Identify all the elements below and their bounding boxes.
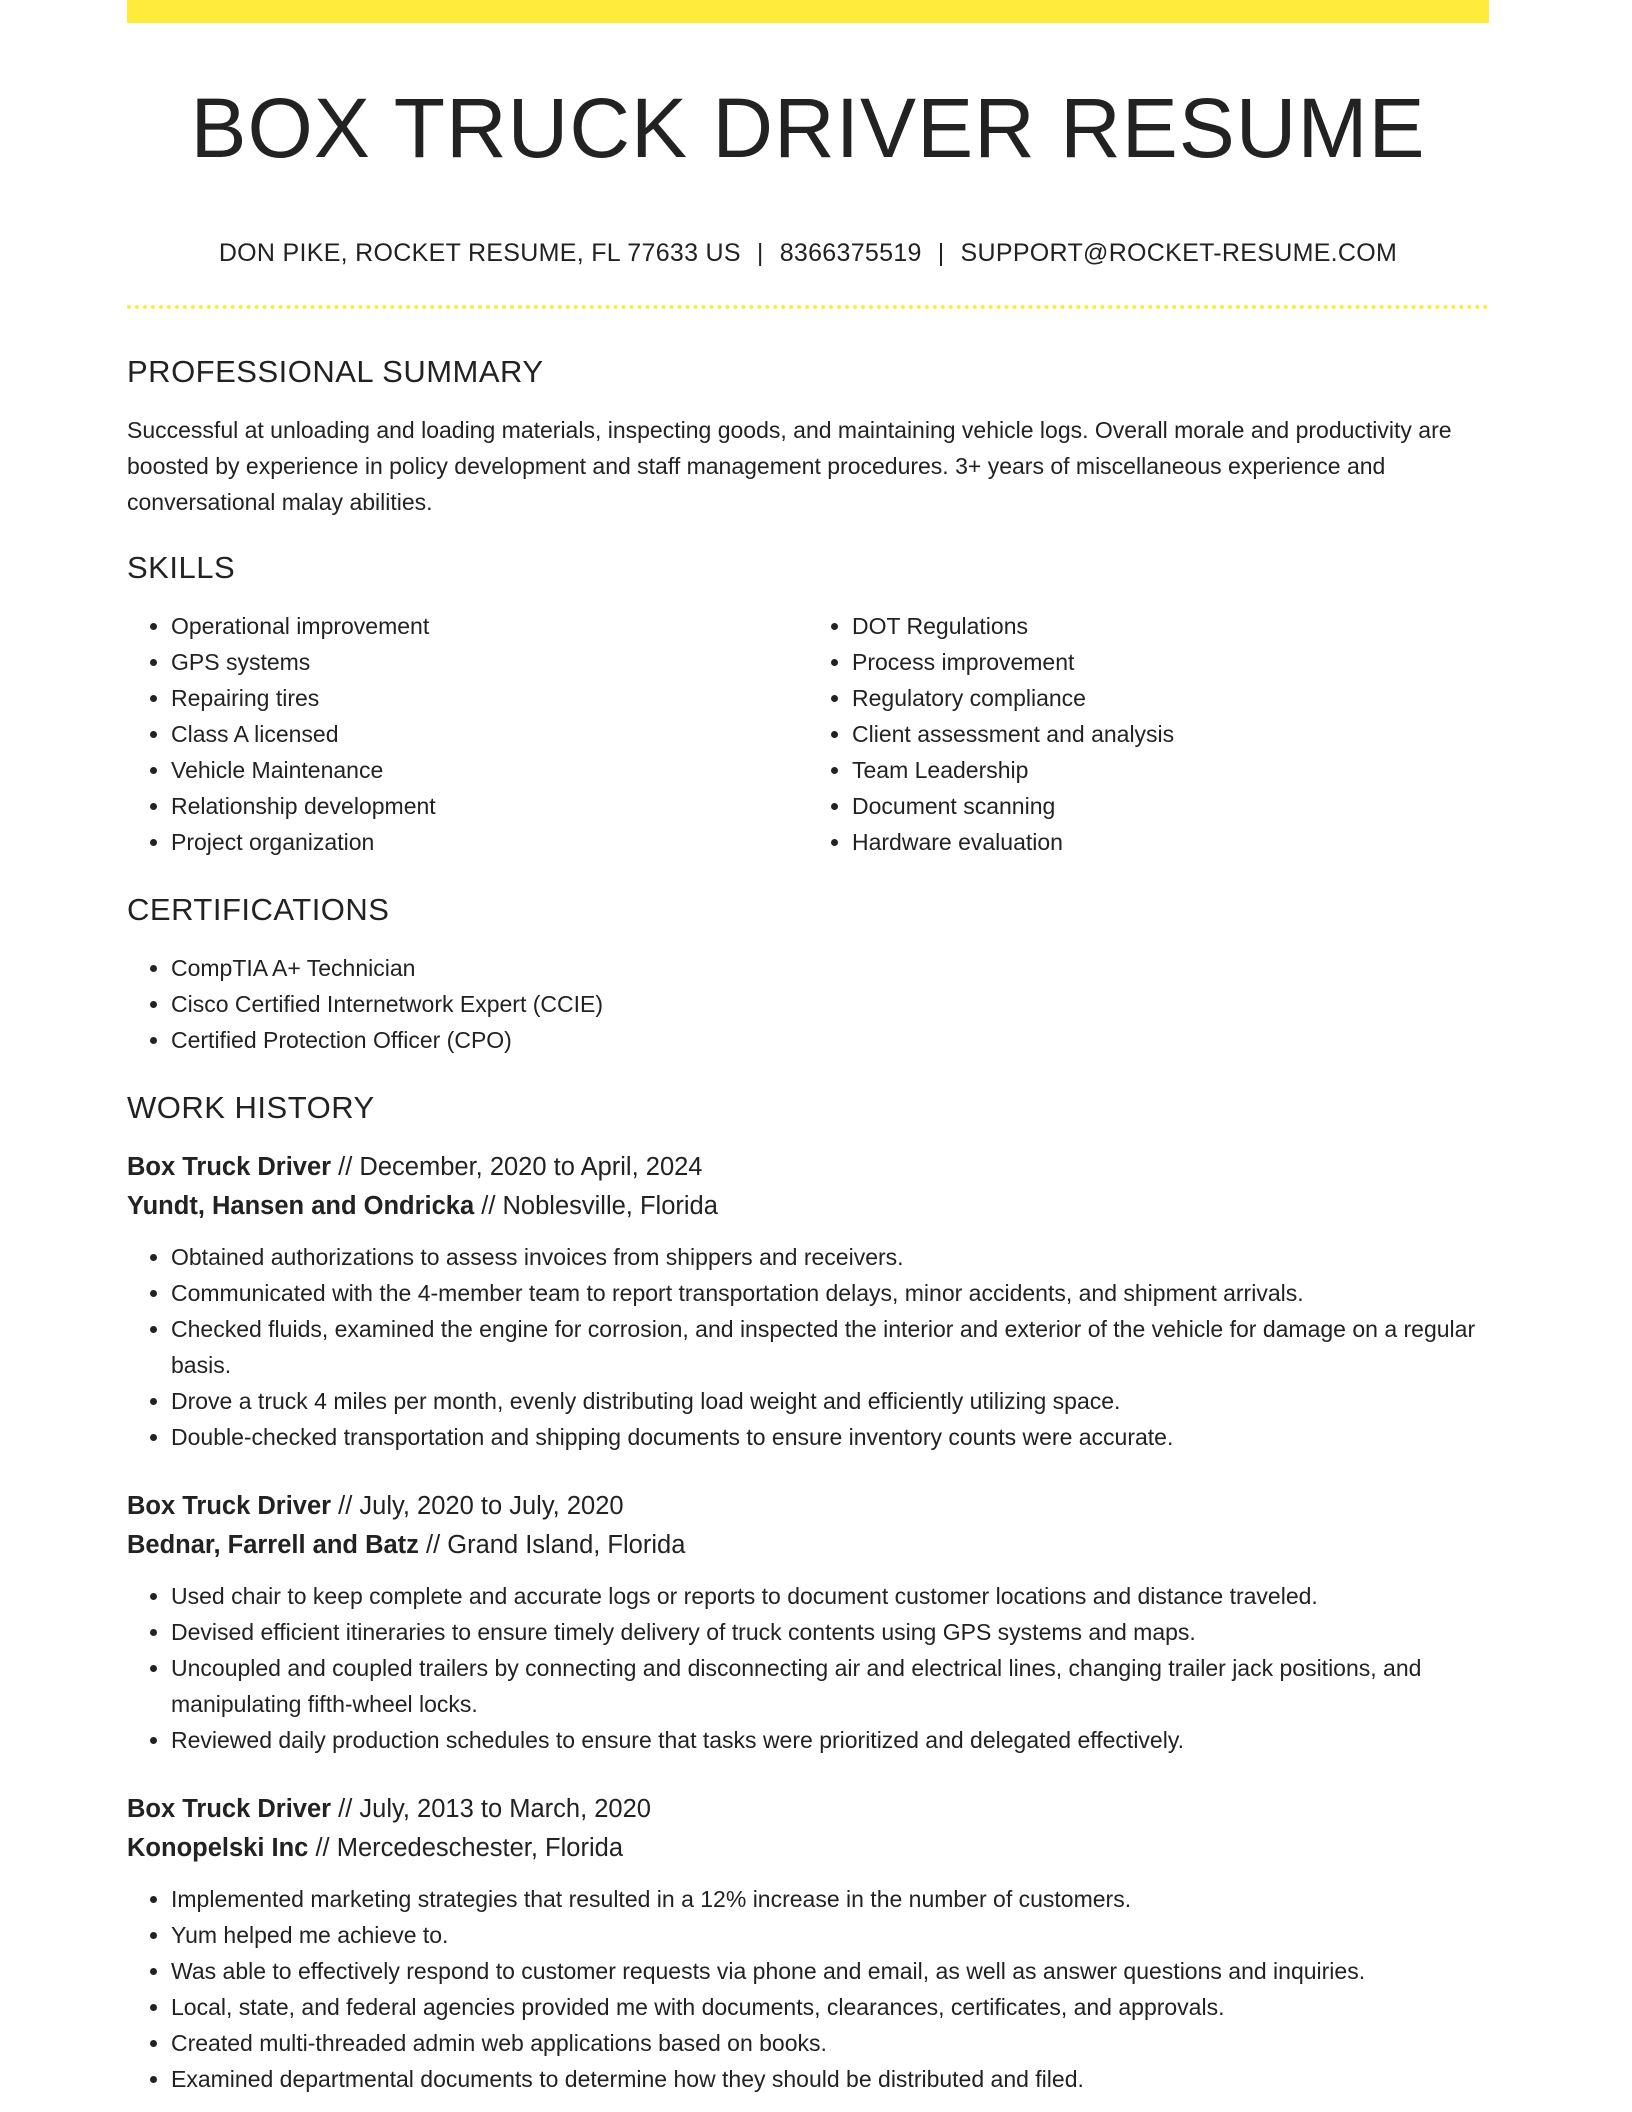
contact-email: SUPPORT@ROCKET-RESUME.COM: [960, 239, 1398, 267]
job-dates: // July, 2020 to July, 2020: [331, 1492, 624, 1520]
job-bullet: • Checked fluids, examined the engine for corrosion, and inspected the interior and exterior of the vehicle for damage on a regular basis.: [171, 1311, 1489, 1383]
contact-line: [127, 235, 1489, 271]
job-bullet: • Uncoupled and coupled trailers by connecting and disconnecting air and electrical lines, changing trailer jack positions, and manipulating fifth-wheel locks.: [171, 1650, 1489, 1722]
job-company: Yundt, Hansen and Ondricka: [127, 1191, 475, 1220]
certification-item: • Certified Protection Officer (CPO): [171, 1022, 1489, 1058]
job-dates: // December, 2020 to April, 2024: [331, 1153, 703, 1181]
job-bullet: • Implemented marketing strategies that resulted in a 12% increase in the number of customers.: [171, 1881, 1489, 1917]
job-title: Box Truck Driver: [127, 1153, 332, 1181]
skill-item: • Repairing tires: [171, 680, 808, 716]
job-bullet: • Reviewed daily production schedules to ensure that tasks were prioritized and delegated effectively.: [171, 1722, 1489, 1758]
summary-heading: PROFESSIONAL SUMMARY: [127, 354, 544, 389]
skill-item: • Vehicle Maintenance: [171, 752, 808, 788]
job-company: Bednar, Farrell and Batz: [127, 1530, 419, 1559]
job-bullets: [127, 1881, 1489, 2097]
job-bullets: [127, 1239, 1489, 1455]
contact-address: DON PIKE, ROCKET RESUME, FL 77633 US: [218, 239, 741, 267]
contact-separator: |: [756, 239, 764, 267]
skill-item: • Team Leadership: [852, 752, 1489, 788]
resume-title: BOX TRUCK DRIVER RESUME: [190, 81, 1426, 175]
job-bullet: • Obtained authorizations to assess invoices from shippers and receivers.: [171, 1239, 1489, 1275]
certifications-heading: CERTIFICATIONS: [127, 892, 390, 927]
skill-item: • DOT Regulations: [852, 608, 1489, 644]
job-title-line: [127, 1487, 1489, 1526]
job-entry: [127, 1790, 1489, 2097]
job-company: Konopelski Inc: [127, 1833, 309, 1862]
job-bullet: • Was able to effectively respond to customer requests via phone and email, as well as answer questions and inquiries.: [171, 1953, 1489, 1989]
work-history-heading: WORK HISTORY: [127, 1090, 375, 1125]
job-dates: // July, 2013 to March, 2020: [331, 1795, 651, 1823]
contact-phone: 8366375519: [779, 239, 922, 267]
job-bullet: • Communicated with the 4-member team to report transportation delays, minor accidents, and shipment arrivals.: [171, 1275, 1489, 1311]
certification-item: • CompTIA A+ Technician: [171, 950, 1489, 986]
skill-item: • Relationship development: [171, 788, 808, 824]
contact-separator: |: [937, 239, 945, 267]
skill-item: • Operational improvement: [171, 608, 808, 644]
job-company-line: [127, 1526, 1489, 1565]
job-title: Box Truck Driver: [127, 1795, 332, 1823]
certifications-list: [127, 950, 1489, 1058]
skill-item: • Regulatory compliance: [852, 680, 1489, 716]
job-company-line: [127, 1829, 1489, 1868]
resume-content: [127, 350, 1489, 2112]
job-title: Box Truck Driver: [127, 1492, 332, 1520]
top-accent-bar: [127, 0, 1489, 23]
skill-item: • Class A licensed: [171, 716, 808, 752]
skills-heading: SKILLS: [127, 550, 236, 585]
dotted-divider: [127, 305, 1489, 309]
skill-item: • Process improvement: [852, 644, 1489, 680]
job-bullets: [127, 1578, 1489, 1758]
job-entry: [127, 1148, 1489, 1455]
skill-item: • Hardware evaluation: [852, 824, 1489, 860]
job-title-line: [127, 1790, 1489, 1829]
job-bullet: • Used chair to keep complete and accurate logs or reports to document customer locations and distance traveled.: [171, 1578, 1489, 1614]
job-bullet: • Double-checked transportation and shipping documents to ensure inventory counts were accurate.: [171, 1419, 1489, 1455]
job-bullet: • Examined departmental documents to determine how they should be distributed and filed.: [171, 2061, 1489, 2097]
job-bullet: • Created multi-threaded admin web applications based on books.: [171, 2025, 1489, 2061]
job-company-line: [127, 1187, 1489, 1226]
skill-item: • GPS systems: [171, 644, 808, 680]
job-location: // Grand Island, Florida: [418, 1530, 686, 1559]
skill-item: • Client assessment and analysis: [852, 716, 1489, 752]
job-location: // Noblesville, Florida: [474, 1191, 718, 1220]
job-location: // Mercedeschester, Florida: [308, 1833, 624, 1862]
skills-list-right: [808, 608, 1489, 860]
summary-text: Successful at unloading and loading materials, inspecting goods, and maintaining vehicle logs. Overall morale and productivity are boosted by experience in policy development and staff management procedures. 3+ years of miscellaneous experience and conversational malay abilities.: [127, 417, 1452, 515]
skill-item: • Project organization: [171, 824, 808, 860]
job-bullet: • Devised efficient itineraries to ensure timely delivery of truck contents using GPS systems and maps.: [171, 1614, 1489, 1650]
job-bullet: • Drove a truck 4 miles per month, evenly distributing load weight and efficiently utilizing space.: [171, 1383, 1489, 1419]
job-entry: [127, 1487, 1489, 1758]
skills-columns: [127, 608, 1489, 860]
job-bullet: • Local, state, and federal agencies provided me with documents, clearances, certificates, and approvals.: [171, 1989, 1489, 2025]
skills-list-left: [127, 608, 808, 860]
job-title-line: [127, 1148, 1489, 1187]
skill-item: • Document scanning: [852, 788, 1489, 824]
certification-item: • Cisco Certified Internetwork Expert (CCIE): [171, 986, 1489, 1022]
job-bullet: • Yum helped me achieve to.: [171, 1917, 1489, 1953]
